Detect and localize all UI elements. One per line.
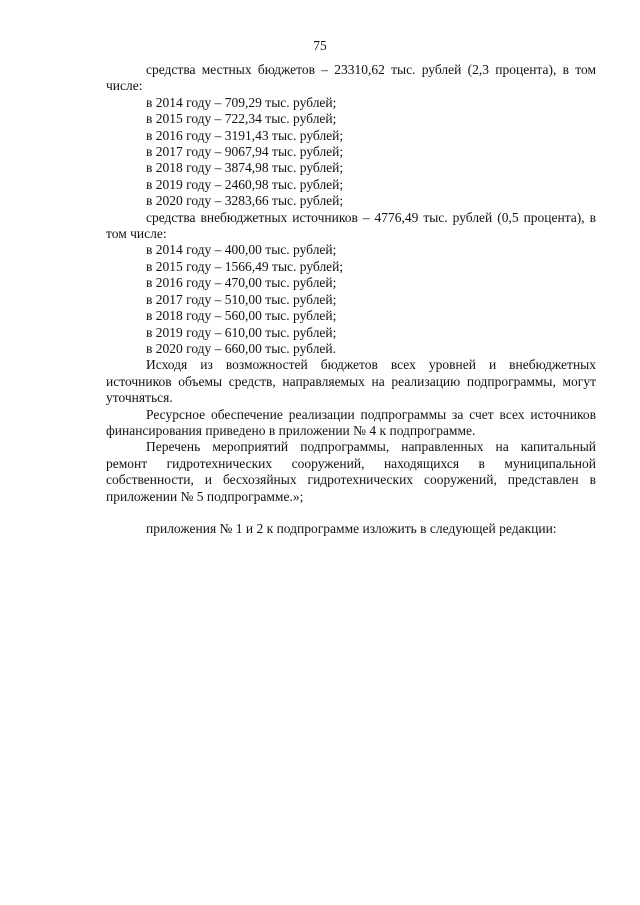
paragraph-appendix-instruction: приложения № 1 и 2 к подпрограмме изложить в следующей редакции: (146, 520, 557, 536)
extrabudgetary-year-2017: в 2017 году – 510,00 тыс. рублей; (146, 291, 337, 307)
spacer (106, 505, 596, 521)
local-budget-year-2019: в 2019 году – 2460,98 тыс. рублей; (146, 176, 344, 192)
local-budget-year-2015: в 2015 году – 722,34 тыс. рублей; (146, 111, 337, 127)
local-budgets-intro: средства местных бюджетов – 23310,62 тыс. рублей (2,3 процента), в том числе: (106, 62, 596, 94)
extrabudgetary-year-2019: в 2019 году – 610,00 тыс. рублей; (146, 324, 337, 340)
local-budget-year-2018: в 2018 году – 3874,98 тыс. рублей; (146, 160, 344, 176)
local-budget-year-2016: в 2016 году – 3191,43 тыс. рублей; (146, 127, 344, 143)
local-budget-year-2014: в 2014 году – 709,29 тыс. рублей; (146, 94, 337, 110)
page-number: 75 (313, 38, 327, 53)
extrabudgetary-intro: средства внебюджетных источников – 4776,49 тыс. рублей (0,5 процента), в том числе: (106, 209, 596, 242)
extrabudgetary-year-2015: в 2015 году – 1566,49 тыс. рублей; (146, 258, 344, 274)
paragraph-funding-adjustment: Исходя из возможностей бюджетов всех уровней и внебюджетных источников объемы средств, направляемых на реализацию подпрограммы, могут уточняться. (106, 357, 596, 406)
paragraph-measures-list: Перечень мероприятий подпрограммы, направленных на капитальный ремонт гидротехнических сооружений, находящихся в муниципальной собственности, и бесхозяйных гидротехнических сооружений, представлен в приложении № 5 подпрограмме.»; (106, 439, 596, 504)
paragraph-resource-support: Ресурсное обеспечение реализации подпрограммы за счет всех источников финансирования приведено в приложении № 4 к подпрограмме. (106, 406, 596, 438)
document-body (106, 62, 596, 537)
extrabudgetary-year-2014: в 2014 году – 400,00 тыс. рублей; (146, 242, 337, 258)
extrabudgetary-year-2018: в 2018 году – 560,00 тыс. рублей; (146, 308, 337, 324)
local-budget-year-2020: в 2020 году – 3283,66 тыс. рублей; (146, 193, 344, 209)
extrabudgetary-year-2016: в 2016 году – 470,00 тыс. рублей; (146, 275, 337, 291)
local-budget-year-2017: в 2017 году – 9067,94 тыс. рублей; (146, 144, 344, 160)
extrabudgetary-year-2020: в 2020 году – 660,00 тыс. рублей. (146, 340, 337, 356)
